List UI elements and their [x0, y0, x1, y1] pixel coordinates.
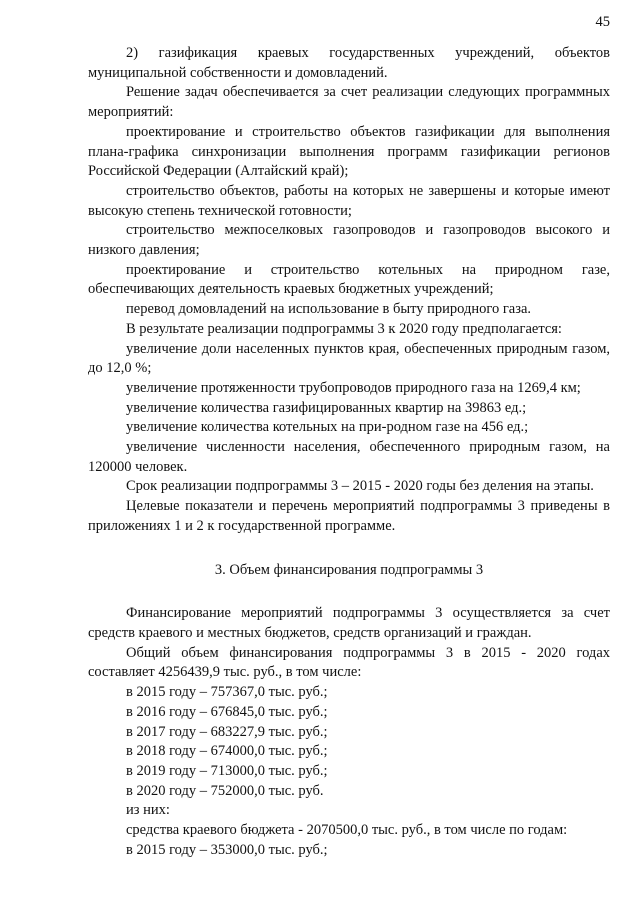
paragraph: средства краевого бюджета - 2070500,0 тыс. руб., в том числе по годам:	[126, 822, 568, 839]
paragraph: Целевые показатели и перечень мероприятий подпрограммы 3 приведены в приложениях 1 и 2 к государственной программе.	[88, 498, 610, 534]
funding-line: в 2018 году – 674000,0 тыс. руб.;	[126, 743, 328, 760]
paragraph: строительство объектов, работы на которых не завершены и которые имеют высокую степень технической готовности;	[88, 182, 610, 219]
page-number: 45	[595, 14, 610, 30]
paragraph: 2) газификация краевых государственных учреждений, объектов муниципальной собственности и домовладений.	[88, 45, 610, 81]
paragraph: строительство межпоселковых газопроводов и газопроводов высокого и низкого давления;	[88, 222, 610, 259]
funding-line: в 2020 году – 752000,0 тыс. руб.	[126, 782, 324, 799]
paragraph: В результате реализации подпрограммы 3 к 2020 году предполагается:	[126, 320, 562, 337]
section-heading: 3. Объем финансирования подпрограммы 3	[214, 561, 484, 578]
paragraph: перевод домовладений на использование в быту природного газа.	[126, 301, 532, 318]
document-body	[88, 44, 610, 860]
paragraph: проектирование и строительство котельных на природном газе, обеспечивающих деятельность краевых бюджетных учреждений;	[88, 261, 610, 298]
paragraph: Общий объем финансирования подпрограммы 3 в 2015 - 2020 годах составляет 4256439,9 тыс. руб., в том числе:	[88, 644, 610, 681]
paragraph: увеличение количества котельных на при-родном газе на 456 ед.;	[126, 419, 529, 436]
paragraph: Решение задач обеспечивается за счет реализации следующих программных мероприятий:	[88, 84, 610, 121]
paragraph: увеличение численности населения, обеспеченного природным газом, на 120000 человек.	[88, 439, 610, 475]
paragraph: проектирование и строительство объектов газификации для выполнения плана-графика синхронизации выполнения программ газификации регионов Российской Федерации (Алтайский край);	[88, 123, 610, 180]
funding-line: в 2016 году – 676845,0 тыс. руб.;	[126, 703, 328, 720]
paragraph: Финансирование мероприятий подпрограммы 3 осуществляется за счет средств краевого и местных бюджетов, средств организаций и граждан.	[88, 605, 610, 641]
funding-line: в 2015 году – 353000,0 тыс. руб.;	[126, 841, 328, 858]
paragraph: из них:	[126, 802, 170, 819]
paragraph: увеличение протяженности трубопроводов природного газа на 1269,4 км;	[126, 379, 581, 396]
funding-line: в 2015 году – 757367,0 тыс. руб.;	[126, 684, 328, 701]
funding-line: в 2017 году – 683227,9 тыс. руб.;	[126, 723, 328, 740]
paragraph: увеличение доли населенных пунктов края, обеспеченных природным газом, до 12,0 %;	[88, 340, 610, 377]
paragraph: увеличение количества газифицированных квартир на 39863 ед.;	[126, 399, 527, 416]
funding-line: в 2019 году – 713000,0 тыс. руб.;	[126, 762, 328, 779]
paragraph: Срок реализации подпрограммы 3 – 2015 - 2020 годы без деления на этапы.	[126, 478, 594, 495]
